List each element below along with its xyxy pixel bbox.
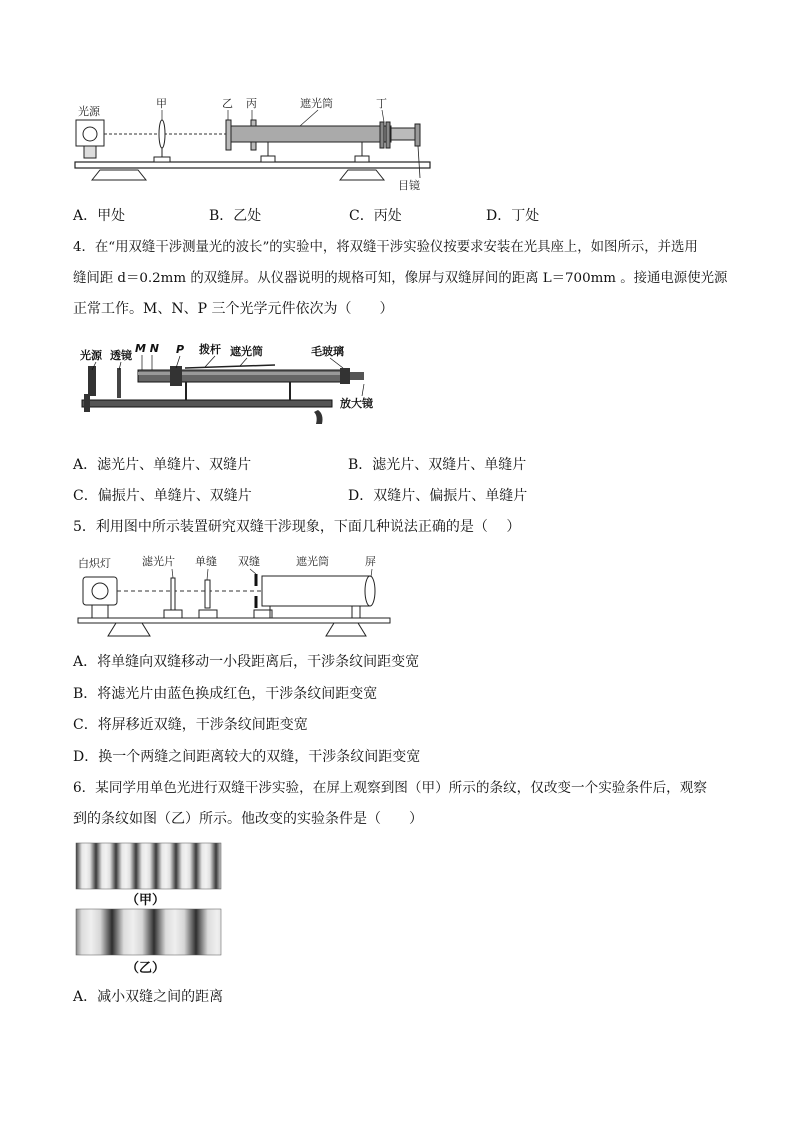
q3-option-d: D．丁处 <box>486 208 540 224</box>
q4-stem-line3: 正常工作。M、N、P 三个光学元件依次为（ ） <box>73 301 394 317</box>
label-tube: 遮光筒 <box>230 345 263 358</box>
label-mn: M N <box>135 342 159 355</box>
label-tube: 遮光筒 <box>296 555 329 568</box>
label-light-source: 光源 <box>78 105 100 118</box>
q4-option-a: A．滤光片、单缝片、双缝片 <box>73 457 252 473</box>
q4-option-c: C．偏振片、单缝片、双缝片 <box>73 488 252 504</box>
q4-stem-line2: 缝间距 d＝0.2mm 的双缝屏。从仪器说明的规格可知，像屏与双缝屏间的距离 L＝700mm 。接通电源使光源 <box>73 271 728 286</box>
q6-stem-line1: 6．某同学用单色光进行双缝干涉实验，在屏上观察到图（甲）所示的条纹，仅改变一个实验条件后，观察 <box>73 780 707 796</box>
label-single-slit: 单缝 <box>195 555 217 568</box>
fringe-pattern-yi <box>76 909 221 955</box>
q4-option-b: B．滤光片、双缝片、单缝片 <box>348 457 527 473</box>
q5-option-b: B．将滤光片由蓝色换成红色，干涉条纹间距变宽 <box>73 686 378 702</box>
q3-option-b: B．乙处 <box>209 208 262 224</box>
label-tube: 遮光筒 <box>300 97 333 110</box>
q6-stem-line2: 到的条纹如图（乙）所示。他改变的实验条件是（ ） <box>73 811 423 827</box>
q3-option-c: C．丙处 <box>349 208 402 224</box>
label-eyepiece: 目镜 <box>398 179 420 192</box>
fringe-pattern-jia <box>76 843 221 889</box>
label-lens: 透镜 <box>110 349 132 362</box>
q5-option-c: C．将屏移近双缝，干涉条纹间距变宽 <box>73 717 308 733</box>
label-lamp: 白炽灯 <box>78 557 111 570</box>
q3-option-a: A．甲处 <box>73 208 126 224</box>
label-p: P <box>176 343 185 356</box>
caption-jia: （甲） <box>126 893 166 908</box>
label-jia: 甲 <box>156 97 167 110</box>
label-frosted-glass: 毛玻璃 <box>311 345 344 358</box>
q4-stem-line1: 4．在“用双缝干涉测量光的波长”的实验中，将双缝干涉实验仪按要求安装在光具座上，如图所示，并选用 <box>73 240 698 255</box>
label-light-source: 光源 <box>80 349 102 362</box>
q6-option-a: A．减小双缝之间的距离 <box>73 989 224 1005</box>
label-magnifier: 放大镜 <box>340 397 373 410</box>
label-bing: 丙 <box>246 97 257 110</box>
label-double-slit: 双缝 <box>238 555 260 568</box>
label-ding: 丁 <box>376 97 387 110</box>
label-filter: 滤光片 <box>142 555 175 568</box>
caption-yi: （乙） <box>126 961 166 976</box>
label-yi: 乙 <box>222 97 233 110</box>
q5-stem: 5．利用图中所示装置研究双缝干涉现象，下面几种说法正确的是（ ） <box>73 519 521 535</box>
q5-option-a: A．将单缝向双缝移动一小段距离后，干涉条纹间距变宽 <box>73 654 420 670</box>
q4-option-d: D．双缝片、偏振片、单缝片 <box>348 488 528 504</box>
label-lever: 拨杆 <box>199 343 221 356</box>
q5-option-d: D．换一个两缝之间距离较大的双缝，干涉条纹间距变宽 <box>73 749 421 765</box>
label-screen: 屏 <box>365 555 376 568</box>
